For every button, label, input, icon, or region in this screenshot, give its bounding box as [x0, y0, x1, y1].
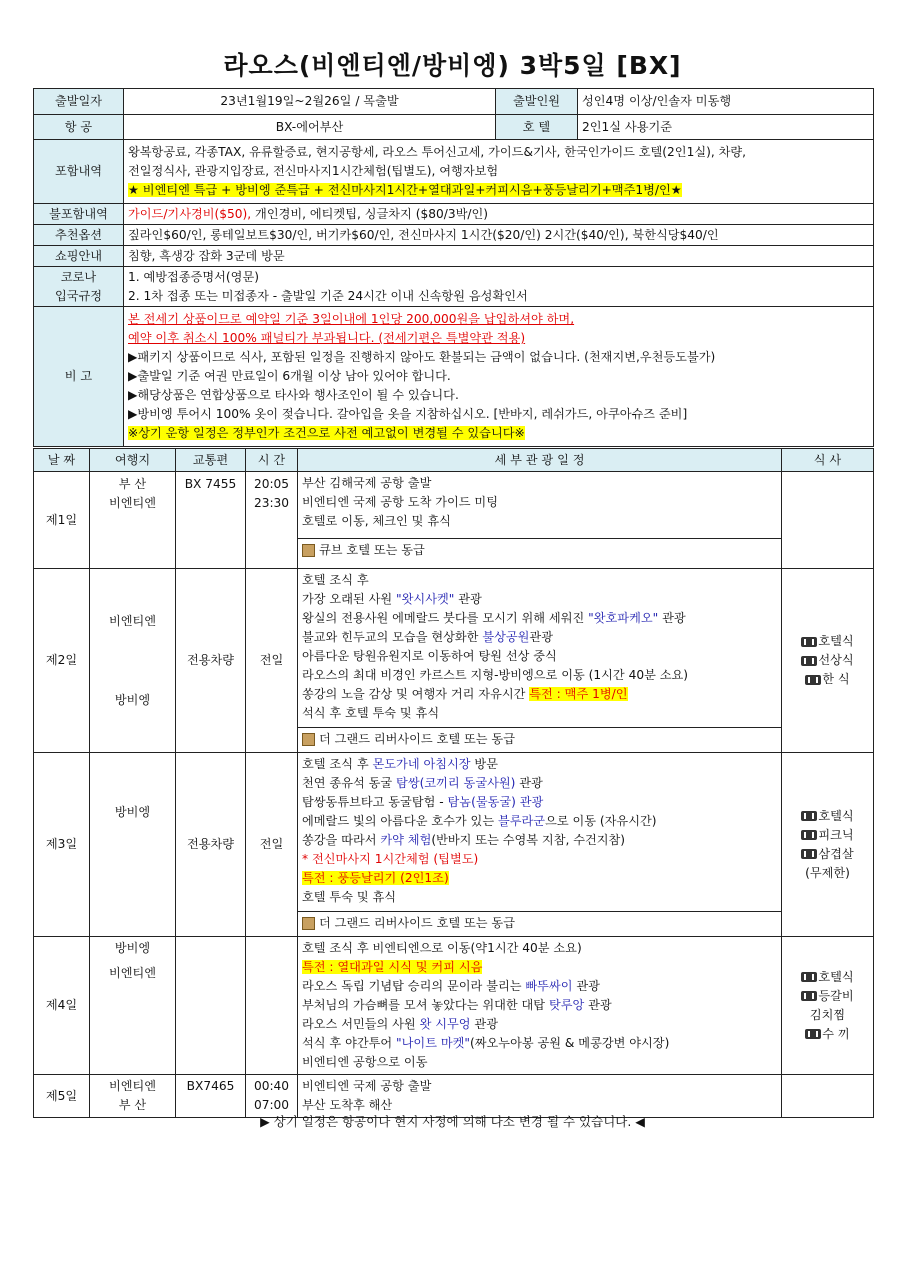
table-row [34, 753, 874, 937]
activity-text: 관광 [515, 776, 543, 790]
attraction-name: 탐쌍(코끼리 동굴사원) [396, 776, 516, 790]
hotel-name: 큐브 호텔 또는 동급 [319, 543, 425, 557]
utensils-icon [805, 675, 821, 685]
attraction-name: 탐놈(물동굴) 관광 [447, 795, 544, 809]
attraction-name: 불상공원 [482, 630, 530, 644]
meal-text: 피크닉 [818, 827, 854, 842]
massage-line: * 전신마사지 1시간체험 (팁별도) [302, 852, 479, 866]
activity-line [302, 793, 777, 812]
activity-line [302, 996, 777, 1015]
meal-item [786, 807, 869, 826]
place-cell: 방비엥 [90, 753, 176, 937]
activity-line [302, 812, 777, 831]
activity-line [302, 590, 777, 609]
covid-line-1: 1. 예방접종증명서(영문) [128, 269, 259, 284]
meal-text: 삼겹살 [818, 846, 854, 861]
activity-line: 라오스의 최대 비경인 카르스트 지형-방비엥으로 이동 (1시간 40분 소요) [302, 668, 689, 682]
airline-value: BX-에어부산 [124, 115, 496, 140]
special-benefit: 특전 : 맥주 1병/인 [529, 687, 628, 701]
notes-value [124, 307, 874, 447]
activity-line [302, 628, 777, 647]
utensils-icon [801, 811, 817, 821]
table-row [34, 937, 874, 1075]
hotel-box-icon [302, 917, 315, 930]
meal-cell [782, 753, 874, 937]
included-value [124, 140, 874, 204]
hotel-box-icon [302, 733, 315, 746]
activity-line [302, 1015, 777, 1034]
header-time: 시 간 [246, 449, 298, 472]
attraction-name: "왓호파케오" [588, 611, 659, 625]
meal-text: 선상식 [818, 653, 854, 667]
table-row [34, 472, 874, 569]
activity-line: 부산 도착후 해산 [302, 1098, 393, 1112]
attraction-name: "나이트 마켓" [396, 1036, 470, 1050]
activity-cell [298, 472, 782, 569]
header-date: 날 짜 [34, 449, 90, 472]
attraction-name: 블루라군 [497, 814, 546, 828]
place-origin: 방비엥 [114, 941, 151, 955]
activity-text: 관광 [572, 979, 600, 993]
excluded-rest: 개인경비, 에티켓팁, 싱글차지 ($80/3박/인) [251, 206, 488, 221]
transport-cell: BX 7455 [176, 472, 246, 569]
activity-text: 쏭강을 따라서 [302, 833, 381, 847]
attraction-name: 몬도가네 아침시장 [372, 757, 471, 771]
attraction-name: 왓 시무엉 [419, 1017, 471, 1031]
activity-text: 호텔 조식 후 [302, 757, 373, 771]
utensils-icon [801, 637, 817, 647]
attraction-name: 탓루앙 [548, 998, 585, 1012]
header-detail: 세 부 관 광 일 정 [298, 449, 782, 472]
activity-line [302, 1034, 777, 1053]
attraction-name: 카약 체험 [380, 833, 432, 847]
hotel-value: 2인1실 사용기준 [578, 115, 874, 140]
activity-line: 호텔 조식 후 비엔티엔으로 이동(약1시간 40분 소요) [302, 941, 582, 955]
meal-item [786, 670, 869, 689]
place-cell [90, 937, 176, 1075]
activity-text: (반바지 또는 수영복 지참, 수건지참) [431, 833, 626, 847]
utensils-icon [801, 830, 817, 840]
time-cell [246, 937, 298, 1075]
utensils-icon [801, 972, 817, 982]
place-destination: 부 산 [118, 1098, 147, 1112]
day-label: 제4일 [34, 937, 90, 1075]
activity-text: 관광 [658, 611, 686, 625]
activity-text: 부처님의 가슴뼈를 모셔 놓았다는 위대한 대탑 [302, 998, 549, 1012]
included-line-2: 전일정식사, 관광지입장료, 전신마사지1시간체험(팁별도), 여행자보험 [128, 164, 499, 178]
activity-cell [298, 569, 782, 753]
hotel-box-icon [302, 544, 315, 557]
activity-text: 불교와 힌두교의 모습을 현상화한 [302, 630, 483, 644]
activity-line: 아름다운 탕원유원지로 이동하여 탕원 선상 중식 [302, 649, 557, 663]
transport-cell: 전용차량 [176, 569, 246, 753]
time-depart: 00:40 [253, 1079, 290, 1093]
page-title: 라오스(비엔티엔/방비엥) 3박5일 [BX] [223, 51, 682, 80]
place-origin: 비엔티엔 [108, 613, 157, 628]
meal-note: (무제한) [805, 865, 850, 880]
place-destination: 방비엥 [114, 692, 151, 707]
activity-text: 쏭강의 노을 감상 및 여행자 거리 자유시간 [302, 687, 530, 701]
activity-line [302, 831, 777, 850]
time-cell: 전일 [246, 753, 298, 937]
notes-schedule-warning: ※상기 운항 일정은 정부인가 조건으로 사전 예고없이 변경될 수 있습니다※ [128, 426, 525, 440]
included-label: 포함내역 [34, 140, 124, 204]
people-label: 출발인원 [496, 89, 578, 115]
activity-line [302, 755, 777, 774]
footer-notice: ▶ 상기 일정은 항공이나 현지 사정에 의해 다소 변경 될 수 있습니다. ◀ [260, 1114, 645, 1129]
meal-text: 호텔식 [818, 634, 854, 648]
hotel-line [298, 911, 781, 934]
activity-text: 라오스 독립 기념탑 승리의 문이라 불리는 [302, 979, 526, 993]
covid-line-2: 2. 1차 접종 또는 미접종자 - 출발일 기준 24시간 이내 신속항원 음성확인서 [128, 288, 528, 303]
header-place: 여행지 [90, 449, 176, 472]
activity-cell [298, 937, 782, 1075]
header-meal: 식 사 [782, 449, 874, 472]
activity-text: 관광 [470, 1017, 498, 1031]
notes-item-1: ▶패키지 상품이므로 식사, 포함된 일정을 진행하지 않아도 환불되는 금액이 없습니다. (천재지변,우천등도불가) [128, 350, 716, 364]
tour-info-table [33, 88, 874, 447]
meal-cell [782, 937, 874, 1075]
hotel-line [298, 538, 781, 561]
activity-text: 에메랄드 빛의 아름다운 호수가 있는 [302, 814, 498, 828]
activity-text: (짜오누아봉 공원 & 메콩강변 야시장) [470, 1036, 670, 1050]
place-origin: 부 산 [118, 477, 147, 491]
header-transport: 교통편 [176, 449, 246, 472]
place-destination: 비엔티엔 [108, 966, 157, 980]
included-special: ★ 비엔티엔 특급 + 방비엥 준특급 + 전신마사지1시간+열대과일+커피시음+풍등날리기+맥주1병/인★ [128, 183, 682, 197]
shopping-label: 쇼핑안내 [34, 246, 124, 267]
activity-text: 석식 후 야간투어 [302, 1036, 397, 1050]
time-cell: 전일 [246, 569, 298, 753]
place-cell [90, 472, 176, 569]
activity-line: 비엔티엔 공항으로 이동 [302, 1055, 428, 1069]
covid-label-line-2: 입국규정 [54, 288, 103, 303]
activity-text: 천연 종유석 동굴 [302, 776, 397, 790]
options-value: 짚라인$60/인, 롱테일보트$30/인, 버기카$60/인, 전신마사지 1시간($20/인) 2시간($40/인), 북한식당$40/인 [124, 225, 874, 246]
day-label: 제3일 [34, 753, 90, 937]
activity-text: 탐쌍동튜브타고 동굴탐험 - [302, 795, 448, 809]
day-label: 제5일 [34, 1075, 90, 1118]
utensils-icon [805, 1029, 821, 1039]
activity-text: 라오스 서민들의 사원 [302, 1017, 420, 1031]
activity-text: 으로 이동 (자유시간) [545, 814, 657, 828]
meal-item [786, 968, 869, 987]
special-benefit: 특전 : 풍등날리기 (2인1조) [302, 871, 449, 885]
activity-line [302, 977, 777, 996]
activity-line [302, 774, 777, 793]
meal-text: 호텔식 [818, 808, 854, 823]
hotel-name: 더 그랜드 리버사이드 호텔 또는 동급 [319, 732, 515, 746]
people-value: 성인4명 이상/인솔자 미동행 [578, 89, 874, 115]
meal-item [786, 1025, 869, 1044]
itinerary-table [33, 448, 874, 1118]
activity-line: 호텔 조식 후 [302, 573, 369, 587]
activity-text: 관광 [529, 630, 553, 644]
notes-warning-2: 예약 이후 취소시 100% 패널티가 부과됩니다. (전세기편은 특별약관 적용) [128, 331, 526, 345]
activity-text: 관광 [584, 998, 612, 1012]
activity-text: 방문 [470, 757, 498, 771]
notes-item-2: ▶출발일 기준 여권 만료일이 6개월 이상 남아 있어야 합니다. [128, 369, 451, 383]
activity-line: 비엔티엔 국제 공항 도착 가이드 미팅 [302, 495, 498, 509]
covid-label-line-1: 코로나 [60, 269, 97, 284]
activity-line: 석식 후 호텔 투숙 및 휴식 [302, 706, 440, 720]
meal-item: 김치찜 [809, 1007, 846, 1022]
day-label: 제1일 [34, 472, 90, 569]
transport-cell: 전용차량 [176, 753, 246, 937]
airline-label: 항 공 [34, 115, 124, 140]
meal-item [786, 632, 869, 651]
meal-text: 한 식 [822, 672, 850, 686]
meal-item [786, 987, 869, 1006]
table-row [34, 569, 874, 753]
meal-item [786, 651, 869, 670]
options-label: 추천옵션 [34, 225, 124, 246]
activity-cell [298, 753, 782, 937]
transport-cell [176, 937, 246, 1075]
time-cell [246, 472, 298, 569]
place-cell [90, 569, 176, 753]
hotel-label: 호 텔 [496, 115, 578, 140]
shopping-value: 침향, 흑생강 잡화 3군데 방문 [124, 246, 874, 267]
activity-line: 비엔티엔 국제 공항 출발 [302, 1079, 432, 1093]
meal-text: 등갈비 [818, 988, 854, 1003]
attraction-name: "왓시사켓" [396, 592, 455, 606]
meal-cell [782, 569, 874, 753]
utensils-icon [801, 991, 817, 1001]
excluded-guide-fee: 가이드/기사경비($50), [128, 206, 252, 221]
meal-cell [782, 472, 874, 569]
special-benefit: 특전 : 열대과일 시식 및 커피 시음 [302, 960, 483, 974]
excluded-value [124, 204, 874, 225]
included-line-1: 왕복항공료, 각종TAX, 유류할증료, 현지공항세, 라오스 투어신고세, 가이드&기사, 한국인가이드 호텔(2인1실), 차량, [128, 145, 747, 159]
notes-item-3: ▶해당상품은 연합상품으로 타사와 행사조인이 될 수 있습니다. [128, 388, 459, 402]
covid-value [124, 267, 874, 307]
activity-line [302, 609, 777, 628]
activity-text: 가장 오래된 사원 [302, 592, 397, 606]
meal-text: 수 끼 [822, 1026, 850, 1041]
activity-line: 호텔로 이동, 체크인 및 휴식 [302, 514, 451, 528]
activity-line: 호텔 투숙 및 휴식 [302, 890, 397, 904]
time-arrive: 23:30 [253, 496, 290, 510]
utensils-icon [801, 849, 817, 859]
time-depart: 20:05 [253, 477, 290, 491]
depart-label: 출발일자 [34, 89, 124, 115]
place-destination: 비엔티엔 [108, 496, 157, 510]
place-origin: 비엔티엔 [108, 1079, 157, 1093]
activity-text: 관광 [454, 592, 482, 606]
hotel-name: 더 그랜드 리버사이드 호텔 또는 동급 [319, 916, 515, 930]
attraction-name: 빠뚜싸이 [525, 979, 573, 993]
day-label: 제2일 [34, 569, 90, 753]
depart-value: 23년1월19일~2월26일 / 목출발 [124, 89, 496, 115]
activity-line: 부산 김해국제 공항 출발 [302, 476, 432, 490]
time-arrive: 07:00 [253, 1098, 290, 1112]
transport-cell: BX7465 [176, 1075, 246, 1118]
activity-text: 왕실의 전용사원 에메랄드 붓다를 모시기 위해 세워진 [302, 611, 589, 625]
meal-text: 호텔식 [818, 969, 854, 984]
hotel-line [298, 727, 781, 750]
excluded-label: 불포함내역 [34, 204, 124, 225]
notes-item-4: ▶방비엥 투어시 100% 옷이 젖습니다. 갈아입을 옷을 지참하십시오. [반바지, 레쉬가드, 아쿠아슈즈 준비] [128, 407, 688, 421]
meal-item [786, 826, 869, 845]
notes-label: 비 고 [34, 307, 124, 447]
utensils-icon [801, 656, 817, 666]
activity-line [302, 685, 777, 704]
covid-label [34, 267, 124, 307]
meal-item [786, 845, 869, 864]
notes-warning-1: 본 전세기 상품이므로 예약일 기준 3일이내에 1인당 200,000원을 납입하셔야 하며, [128, 312, 575, 326]
